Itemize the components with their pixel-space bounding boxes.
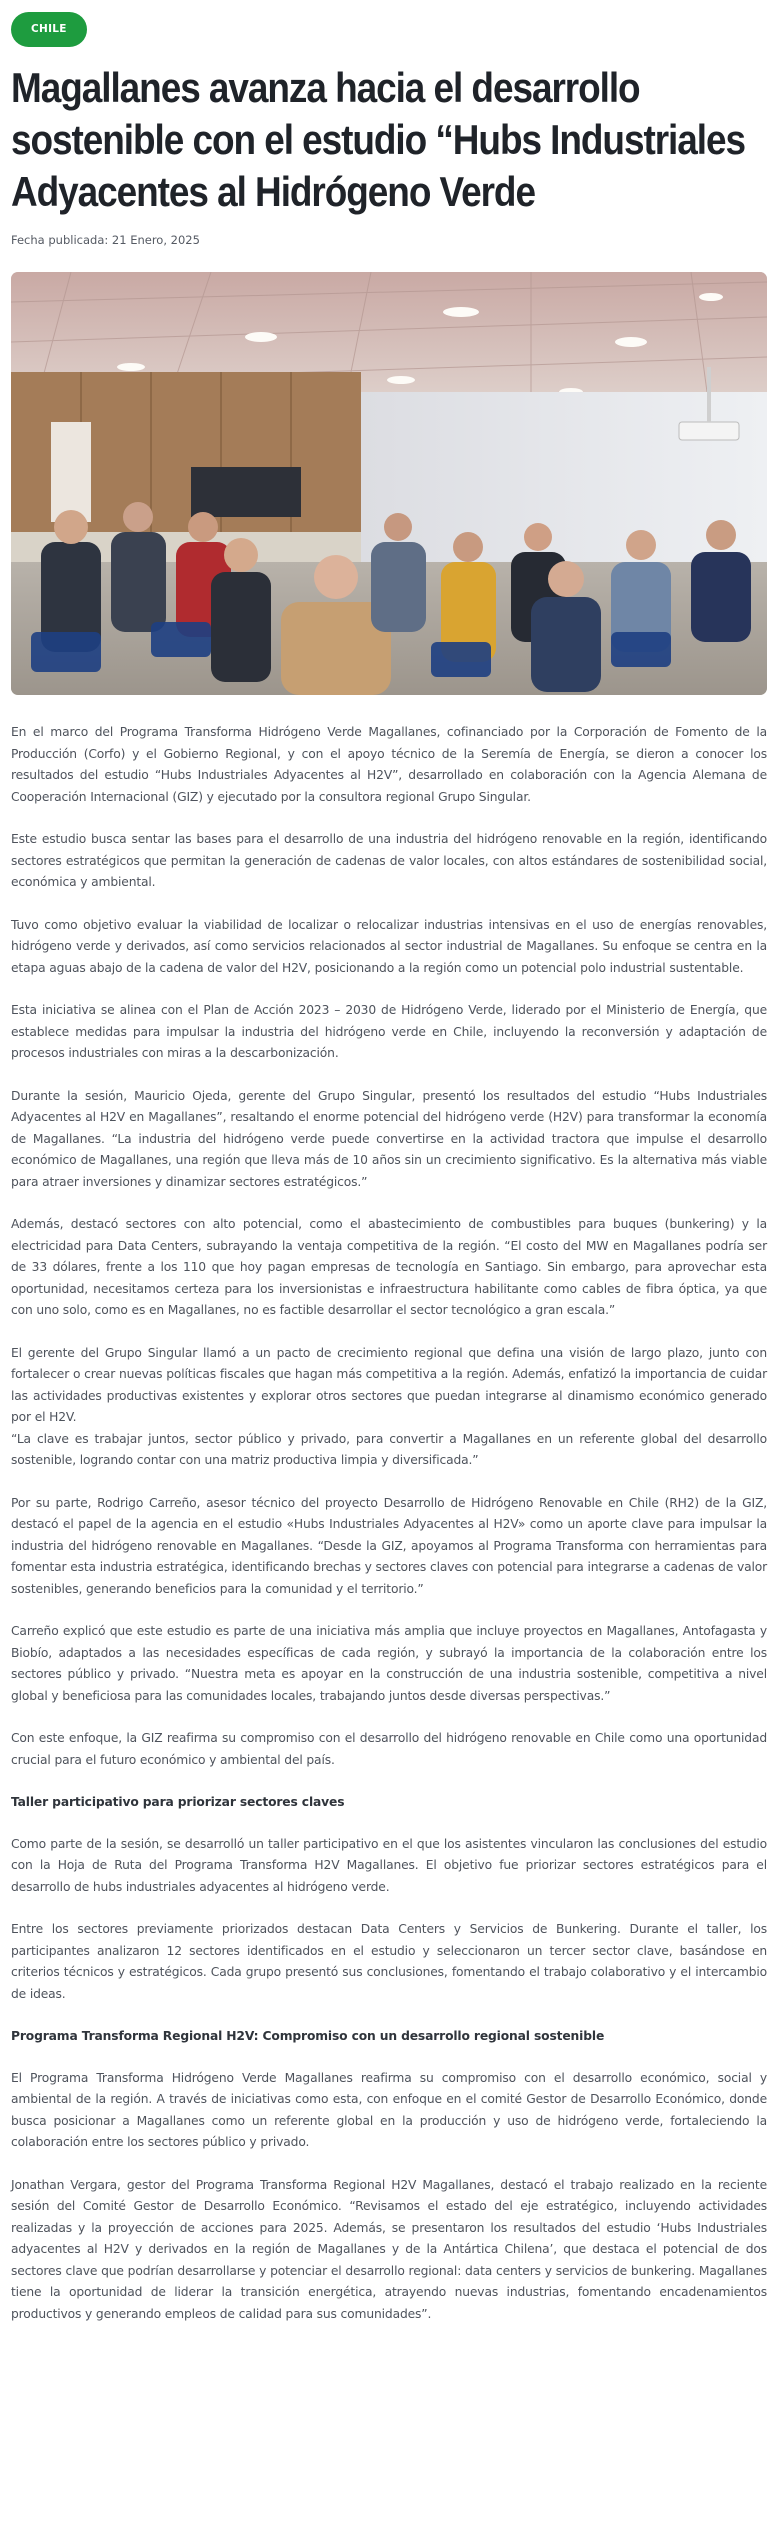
paragraph: Este estudio busca sentar las bases para el desarrollo de una industria del hidrógeno renovable en la región, identificando sectores estratégicos que permitan la generación de cadenas de valor locales, con altos estándares de sostenibilidad social, económica y ambiental. xyxy=(11,832,767,889)
meeting-room-illustration xyxy=(11,272,767,695)
paragraph: Esta iniciativa se alinea con el Plan de Acción 2023 – 2030 de Hidrógeno Verde, liderado por el Ministerio de Energía, que establece medidas para impulsar la industria del hidrógeno verde en Chile, incluyendo la reconversión y adaptación de procesos industriales con miras a la descarbonización. xyxy=(11,1003,767,1060)
paragraph: Con este enfoque, la GIZ reafirma su compromiso con el desarrollo del hidrógeno renovable en Chile como una oportunidad crucial para el futuro económico y ambiental del país. xyxy=(11,1731,767,1767)
paragraph: Entre los sectores previamente priorizados destacan Data Centers y Servicios de Bunkering. Durante el taller, los participantes analizaron 12 sectores identificados en el estudio y seleccionaron un tercer sector clave, basándose en criterios técnicos y estratégicos. Cada grupo presentó sus conclusiones, fomentando el trabajo colaborativo y el intercambio de ideas. xyxy=(11,1922,767,2001)
paragraph: Durante la sesión, Mauricio Ojeda, gerente del Grupo Singular, presentó los resultados del estudio “Hubs Industriales Adyacentes al H2V en Magallanes”, resaltando el enorme potencial del hidrógeno verde (H2V) para transformar la economía de Magallanes. “La industria del hidrógeno verde puede convertirse en la actividad tractora que impulse el desarrollo económico de Magallanes, una región que lleva más de 10 años sin un crecimiento significativo. Es la alternativa más viable para atraer inversiones y dinamizar sectores estratégicos.” xyxy=(11,1088,767,1189)
section-heading-programa: Programa Transforma Regional H2V: Compromiso con un desarrollo regional sostenible xyxy=(11,2029,605,2043)
article-photo xyxy=(11,272,767,695)
quote-paragraph: “La clave es trabajar juntos, sector público y privado, para convertir a Magallanes en un referente global del desarrollo sostenible, logrando contar con una matriz productiva limpia y diversificada.” xyxy=(11,1431,767,1467)
article-page xyxy=(11,12,767,2346)
paragraph: Jonathan Vergara, gestor del Programa Transforma Regional H2V Magallanes, destacó el trabajo realizado en la reciente sesión del Comité Gestor de Desarrollo Económico. “Revisamos el estado del eje estratégico, incluyendo actividades realizadas y la proyección de acciones para 2025. Además, se presentaron los resultados del estudio ‘Hubs Industriales adyacentes al H2V y derivados en la región de Magallanes y de la Antártica Chilena’, que destaca el potencial de dos sectores clave que podrían desarrollarse y potenciar el desarrollo regional: data centers y servicios de bunkering. Magallanes tiene la oportunidad de liderar la transición energética, atrayendo nuevas industrias, fomentando encadenamientos productivos y generando empleos de calidad para sus comunidades”. xyxy=(11,2177,767,2321)
paragraph: El Programa Transforma Hidrógeno Verde Magallanes reafirma su compromiso con el desarrollo económico, social y ambiental de la región. A través de iniciativas como esta, con enfoque en el comité Gestor de Desarrollo Económico, donde busca posicionar a Magallanes como un referente global en la producción y uso de hidrógeno verde, fortaleciendo la colaboración entre los sectores público y privado. xyxy=(11,2070,767,2149)
category-badge[interactable]: CHILE xyxy=(11,12,87,47)
paragraph: Como parte de la sesión, se desarrolló un taller participativo en el que los asistentes vincularon las conclusiones del estudio con la Hoja de Ruta del Programa Transforma H2V Magallanes. El objetivo fue priorizar sectores estratégicos para el desarrollo de hubs industriales adyacentes al hidrógeno verde. xyxy=(11,1836,767,1894)
paragraph: Por su parte, Rodrigo Carreño, asesor técnico del proyecto Desarrollo de Hidrógeno Renovable en Chile (RH2) de la GIZ, destacó el papel de la agencia en el estudio «Hubs Industriales Adyacentes al H2V» como un aporte clave para impulsar la industria del hidrógeno renovable en Magallanes. “Desde la GIZ, apoyamos al Programa Transforma con herramientas para fomentar esta industria estratégica, identificando brechas y sectores claves con potencial para integrarse a cadenas de valor sostenibles, generando beneficios para la comunidad y el territorio.” xyxy=(11,1495,767,1596)
publication-date: Fecha publicada: 21 Enero, 2025 xyxy=(11,233,200,247)
paragraph: Tuvo como objetivo evaluar la viabilidad de localizar o relocalizar industrias intensivas en el uso de energías renovables, hidrógeno verde y derivados, así como servicios relacionados al sector industrial de Magallanes. Su enfoque se centra en la etapa aguas abajo de la cadena de valor del H2V, posicionando a la región como un potencial polo industrial sustentable. xyxy=(11,917,767,975)
paragraph: En el marco del Programa Transforma Hidrógeno Verde Magallanes, cofinanciado por la Corporación de Fomento de la Producción (Corfo) y el Gobierno Regional, y con el apoyo técnico de la Seremía de Energía, se dieron a conocer los resultados del estudio “Hubs Industriales Adyacentes al H2V”, desarrollado en colaboración con la Agencia Alemana de Cooperación Internacional (GIZ) y ejecutado por la consultora regional Grupo Singular. xyxy=(11,725,767,804)
article-headline: Magallanes avanza hacia el desarrollo sostenible con el estudio “Hubs Industriales Adyacentes al Hidrógeno Verde xyxy=(11,64,745,215)
paragraph: Además, destacó sectores con alto potencial, como el abastecimiento de combustibles para buques (bunkering) y la electricidad para Data Centers, subrayando la ventaja competitiva de la región. “El costo del MW en Magallanes podría ser de 33 dólares, frente a los 110 que hoy pagan empresas de tecnología en Santiago. Sin embargo, para aprovechar esta oportunidad, necesitamos certeza para los inversionistas e infraestructura habilitante como cables de fibra óptica, ya que con uno solo, como es en Magallanes, no es factible desarrollar el sector tecnológico a gran escala.” xyxy=(11,1217,767,1317)
paragraph: Carreño explicó que este estudio es parte de una iniciativa más amplia que incluye proyectos en Magallanes, Antofagasta y Biobío, adaptados a las necesidades específicas de cada región, y subrayó la importancia de la colaboración entre los sectores público y privado. “Nuestra meta es apoyar en la construcción de una industria sostenible, competitiva a nivel global y beneficiosa para las comunidades locales, trabajando juntos desde diversas perspectivas.” xyxy=(11,1624,767,1703)
section-heading-taller: Taller participativo para priorizar sectores claves xyxy=(11,1795,345,1809)
article-body xyxy=(11,722,767,2325)
paragraph: El gerente del Grupo Singular llamó a un pacto de crecimiento regional que defina una visión de largo plazo, junto con fortalecer o crear nuevas políticas fiscales que hagan más competitiva a la región. Además, enfatizó la importancia de cuidar las actividades productivas existentes y explorar otros sectores que puedan integrarse al dinamismo económico generado por el H2V. xyxy=(11,1345,767,1424)
